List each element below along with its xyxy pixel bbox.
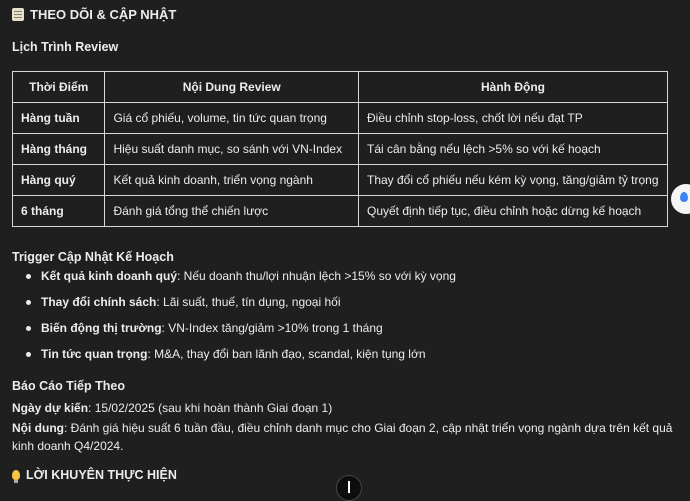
section-heading-tracking bbox=[12, 7, 176, 22]
table-cell: Hiệu suất danh mục, so sánh với VN-Index bbox=[105, 134, 359, 165]
table-cell: Đánh giá tổng thể chiến lược bbox=[105, 196, 359, 227]
table-cell: Tái cân bằng nếu lệch >5% so với kế hoạch bbox=[359, 134, 668, 165]
content-label: Nội dung bbox=[12, 421, 64, 435]
table-row bbox=[13, 165, 668, 196]
table-header-row bbox=[13, 72, 668, 103]
arrow-down-icon bbox=[348, 481, 350, 493]
table-cell: Điều chỉnh stop-loss, chốt lời nếu đạt TP bbox=[359, 103, 668, 134]
schedule-title: Lịch Trình Review bbox=[12, 40, 119, 54]
list-item-text: : VN-Index tăng/giảm >10% trong 1 tháng bbox=[161, 321, 383, 335]
table-header-cell: Thời Điểm bbox=[13, 72, 105, 103]
table-row bbox=[13, 196, 668, 227]
next-report-content bbox=[12, 419, 672, 437]
list-item-label: Kết quả kinh doanh quý bbox=[41, 269, 178, 283]
lightbulb-icon bbox=[12, 470, 20, 480]
table-cell: 6 tháng bbox=[13, 196, 105, 227]
floating-extension-button[interactable] bbox=[671, 184, 690, 214]
list-item-label: Biến động thị trường bbox=[41, 321, 162, 335]
next-report-date bbox=[12, 399, 332, 417]
table-cell: Hàng quý bbox=[13, 165, 105, 196]
list-item-text: : M&A, thay đổi ban lãnh đạo, scandal, kiện tụng lớn bbox=[147, 347, 426, 361]
table-header-cell: Hành Động bbox=[359, 72, 668, 103]
clipboard-icon bbox=[12, 8, 24, 21]
table-cell: Thay đổi cổ phiếu nếu kém kỳ vọng, tăng/giảm tỷ trọng bbox=[359, 165, 668, 196]
list-item-text: : Nếu doanh thu/lợi nhuận lệch >15% so với kỳ vọng bbox=[177, 269, 456, 283]
table-header-cell: Nội Dung Review bbox=[105, 72, 359, 103]
list-item bbox=[12, 320, 456, 346]
table-cell: Hàng tuần bbox=[13, 103, 105, 134]
table-row bbox=[13, 134, 668, 165]
date-text: : 15/02/2025 (sau khi hoàn thành Giai đoạn 1) bbox=[88, 401, 333, 415]
table-cell: Hàng tháng bbox=[13, 134, 105, 165]
next-report-title: Báo Cáo Tiếp Theo bbox=[12, 379, 125, 393]
table-cell: Kết quả kinh doanh, triển vọng ngành bbox=[105, 165, 359, 196]
scroll-to-bottom-button[interactable] bbox=[336, 475, 362, 501]
list-item-label: Thay đổi chính sách bbox=[41, 295, 157, 309]
water-drop-icon bbox=[680, 192, 688, 202]
table-cell: Quyết định tiếp tục, điều chỉnh hoặc dừng kế hoạch bbox=[359, 196, 668, 227]
list-item bbox=[12, 268, 456, 294]
list-item bbox=[12, 294, 456, 320]
table-row bbox=[13, 103, 668, 134]
trigger-title: Trigger Cập Nhật Kế Hoạch bbox=[12, 250, 174, 264]
section-heading-advice bbox=[12, 468, 177, 482]
list-item-label: Tin tức quan trọng bbox=[41, 347, 148, 361]
content-text: : Đánh giá hiệu suất 6 tuần đầu, điều chỉnh danh mục cho Giai đoạn 2, cập nhật triển vọng ngành dựa trên kết quả bbox=[63, 421, 673, 435]
trigger-list bbox=[12, 268, 456, 372]
list-item bbox=[12, 346, 456, 372]
date-label: Ngày dự kiến bbox=[12, 401, 89, 415]
section-heading-text: THEO DÕI & CẬP NHẬT bbox=[30, 7, 177, 22]
section-heading-text: LỜI KHUYÊN THỰC HIỆN bbox=[26, 468, 177, 482]
next-report-content-continued: kinh doanh Q4/2024. bbox=[12, 439, 124, 453]
list-item-text: : Lãi suất, thuế, tín dụng, ngoại hối bbox=[156, 295, 341, 309]
review-schedule-table bbox=[12, 71, 668, 227]
table-cell: Giá cổ phiếu, volume, tin tức quan trọng bbox=[105, 103, 359, 134]
